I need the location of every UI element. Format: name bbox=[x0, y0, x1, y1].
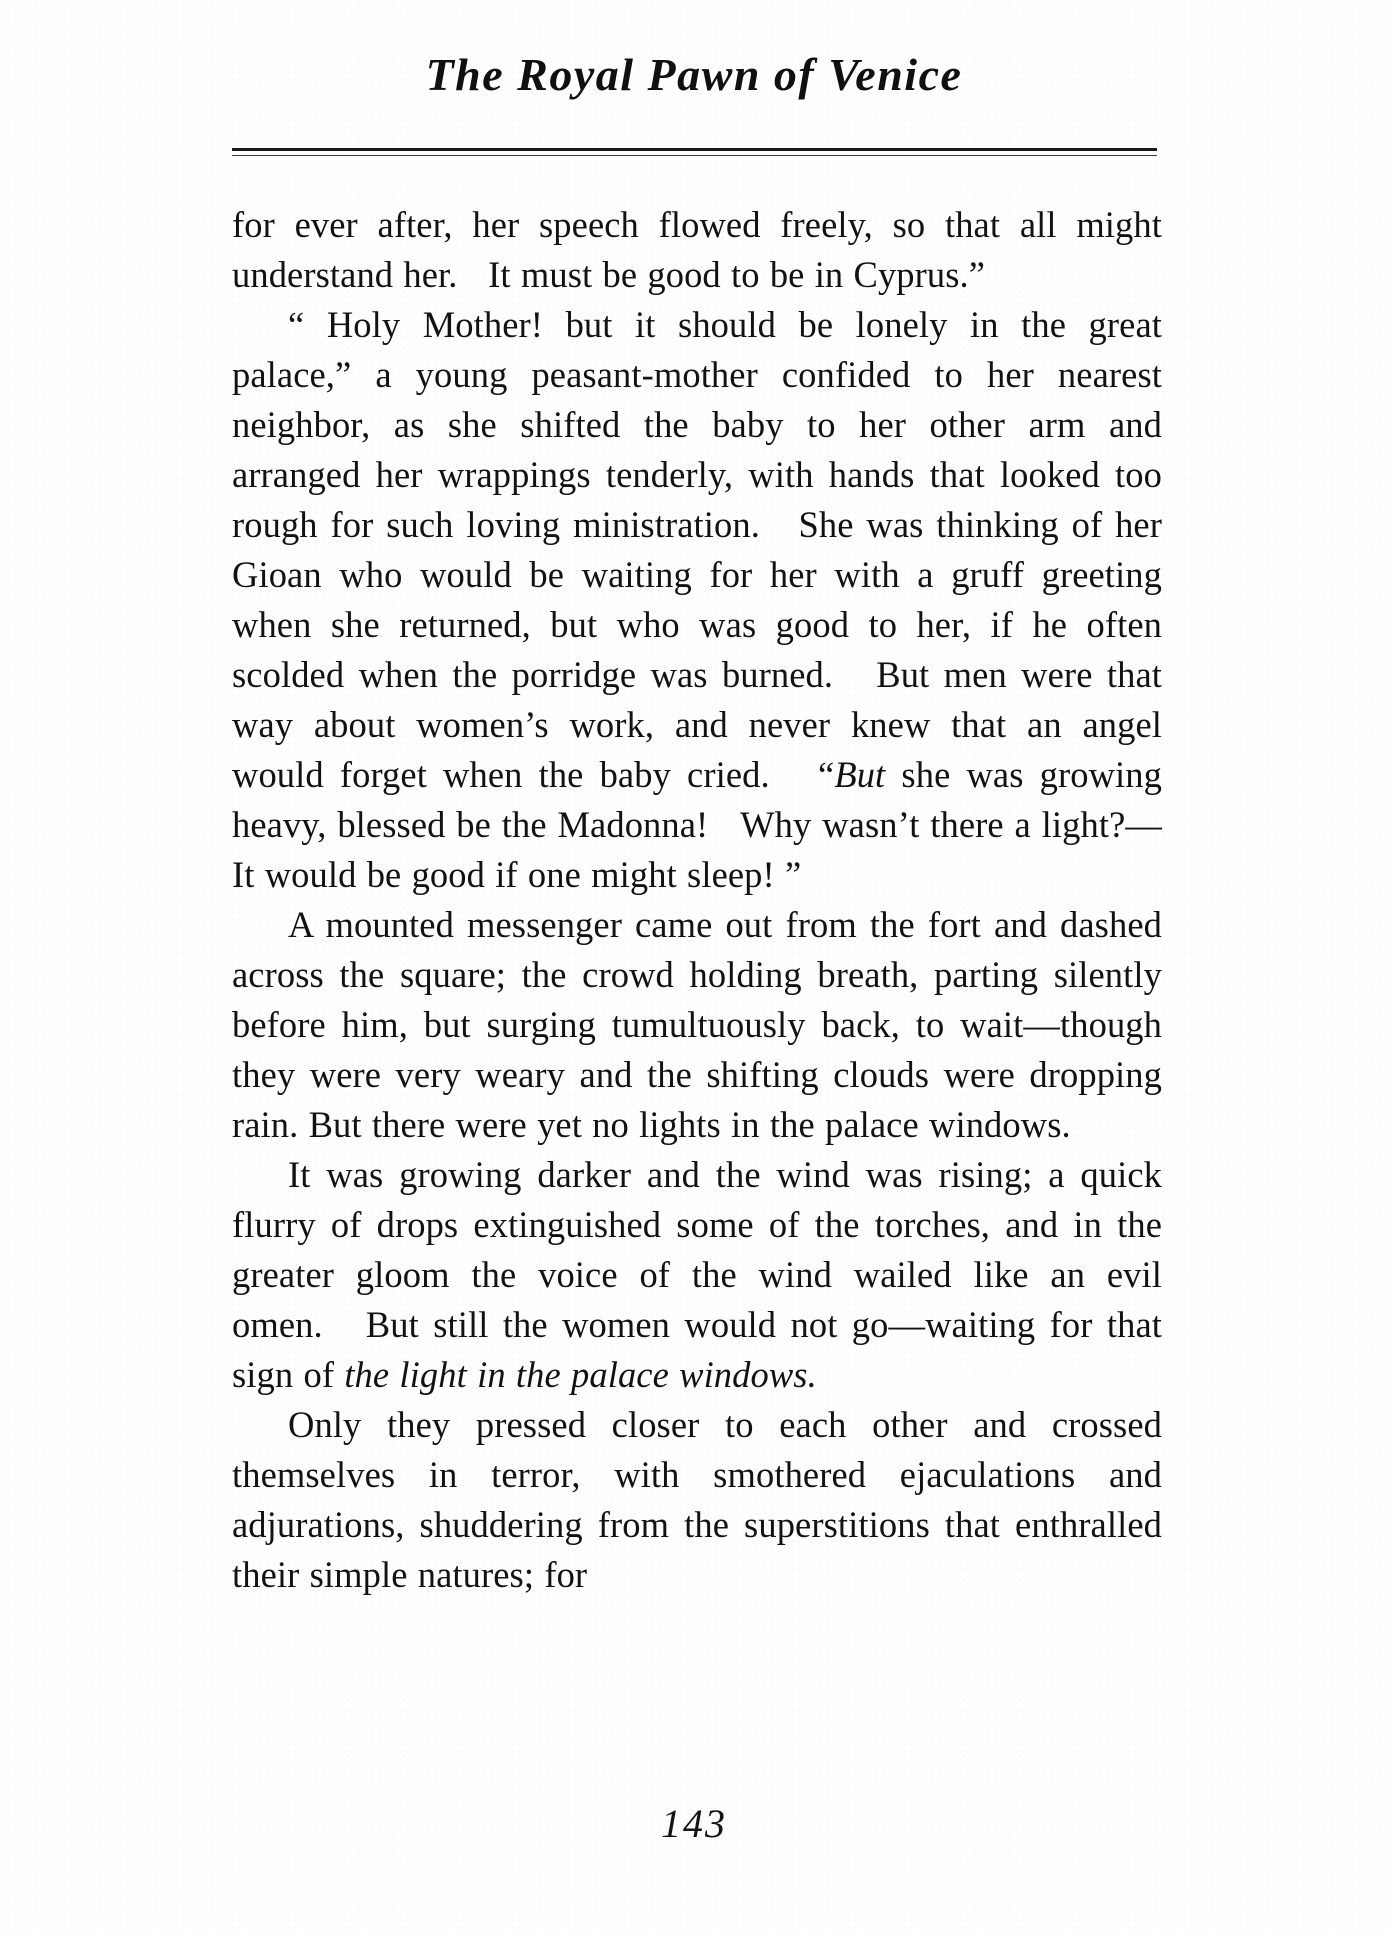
header-rule bbox=[232, 148, 1157, 151]
running-head: The Royal Pawn of Venice bbox=[425, 49, 963, 100]
paragraph: It was growing darker and the wind was rising; a quick flurry of drops extinguished some of the torches, and in the greater gloom the voice of the wind wailed like an evil omen. But still the women would not go—waiting for that sign of the light in the palace windows. bbox=[232, 1154, 1162, 1395]
header-rule-secondary bbox=[232, 155, 1157, 156]
paragraph: “ Holy Mother! but it should be lonely in the great palace,” a young peasant-mother confided to her nearest neighbor, as she shifted the baby to her other arm and arranged her wrappings tenderly, with hands that looked too rough for such loving ministration. She was thinking of her Gioan who would be waiting for her with a gruff greeting when she returned, but who was good to her, if he often scolded when the porridge was burned. But men were that way about women’s work, and never knew that an angel would forget when the baby cried. “But she was growing heavy, blessed be the Madonna! Why wasn’t there a light?—It would be good if one might sleep! ” bbox=[232, 304, 1162, 895]
page-number: 143 bbox=[661, 1801, 727, 1846]
body-text-column bbox=[232, 200, 1162, 1600]
paragraph: A mounted messenger came out from the fort and dashed across the square; the crowd holding breath, parting silently before him, but surging tumultuously back, to wait—though they were very weary and the shifting clouds were dropping rain. But there were yet no lights in the palace windows. bbox=[232, 904, 1162, 1145]
paragraph: Only they pressed closer to each other and crossed themselves in terror, with smothered ejaculations and adjurations, shuddering from the superstitions that enthralled their simple natures; for bbox=[232, 1404, 1162, 1595]
paragraph: for ever after, her speech flowed freely, so that all might understand her. It must be good to be in Cyprus.” bbox=[232, 204, 1162, 295]
